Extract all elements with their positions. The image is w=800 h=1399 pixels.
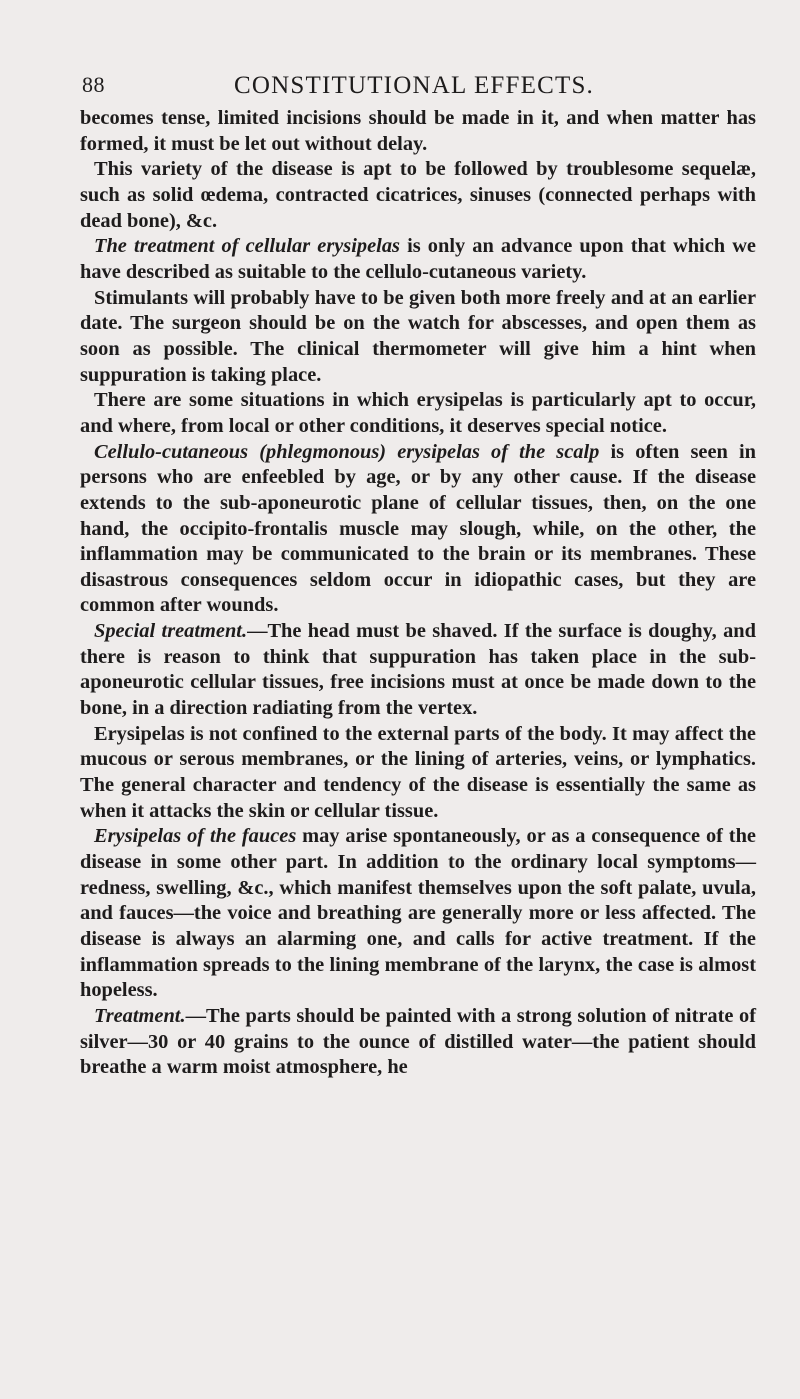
paragraph: Special treatment.—The head must be shaved. If the surface is doughy, and there is reason to think that suppuration has taken place in the sub-aponeurotic cellular tissues, free incisions must at once be made down to the bone, in a direction radiating from the vertex. <box>80 620 756 720</box>
body-text <box>80 106 756 1081</box>
paragraph: Erysipelas of the fauces may arise spontaneously, or as a consequence of the disease in some other part. In addition to the ordinary local symptoms—redness, swelling, &c., which manifest themselves upon the soft palate, uvula, and fauces—the voice and breathing are generally more or less affected. The disease is always an alarming one, and calls for active treatment. If the inflammation spreads to the lining membrane of the larynx, the case is almost hopeless. <box>80 825 756 1002</box>
page-number: 88 <box>82 72 105 97</box>
running-title: CONSTITUTIONAL EFFECTS. <box>233 72 594 99</box>
paragraph-lead: The treatment of cellular erysipelas <box>94 235 400 258</box>
paragraph: Erysipelas is not confined to the external parts of the body. It may affect the mucous or serous membranes, or the lining of arteries, veins, or lymphatics. The general character and tendency of the disease is essentially the same as when it attacks the skin or cellular tissue. <box>80 722 756 822</box>
paragraph: Stimulants will probably have to be given both more freely and at an earlier date. The surgeon should be on the watch for abscesses, and open them as soon as possible. The clinical thermometer will give him a hint when suppuration is taking place. <box>80 286 756 386</box>
paragraph-lead: Cellulo-cutaneous (phlegmonous) erysipelas of the scalp <box>94 440 600 463</box>
paragraph-lead: Special treatment. <box>94 620 248 643</box>
paragraph: This variety of the disease is apt to be followed by troublesome sequelæ, such as solid œdema, contracted cicatrices, sinuses (connected perhaps with dead bone), &c. <box>80 158 756 232</box>
book-page <box>80 58 756 1079</box>
page-header <box>80 58 756 104</box>
paragraph-lead: Treatment. <box>94 1004 186 1027</box>
paragraph: Treatment.—The parts should be painted with a strong solution of nitrate of silver—30 or 40 grains to the ounce of distilled water—the patient should breathe a warm moist atmosphere, he <box>80 1004 756 1079</box>
paragraph: Cellulo-cutaneous (phlegmonous) erysipelas of the scalp is often seen in persons who are enfeebled by age, or by any other cause. If the disease extends to the sub-aponeurotic plane of cellular tissues, then, on the one hand, the occipito-frontalis muscle may slough, while, on the other, the inflammation may be communicated to the brain or its membranes. These disastrous consequences seldom occur in idiopathic cases, but they are common after wounds. <box>80 440 756 617</box>
paragraph: The treatment of cellular erysipelas is only an advance upon that which we have described as suitable to the cellulo-cutaneous variety. <box>80 235 756 283</box>
paragraph: There are some situations in which erysipelas is particularly apt to occur, and where, from local or other conditions, it deserves special notice. <box>80 389 756 437</box>
paragraph-lead: Erysipelas of the fauces <box>94 825 297 848</box>
paragraph: becomes tense, limited incisions should be made in it, and when matter has formed, it must be let out without delay. <box>80 107 756 155</box>
